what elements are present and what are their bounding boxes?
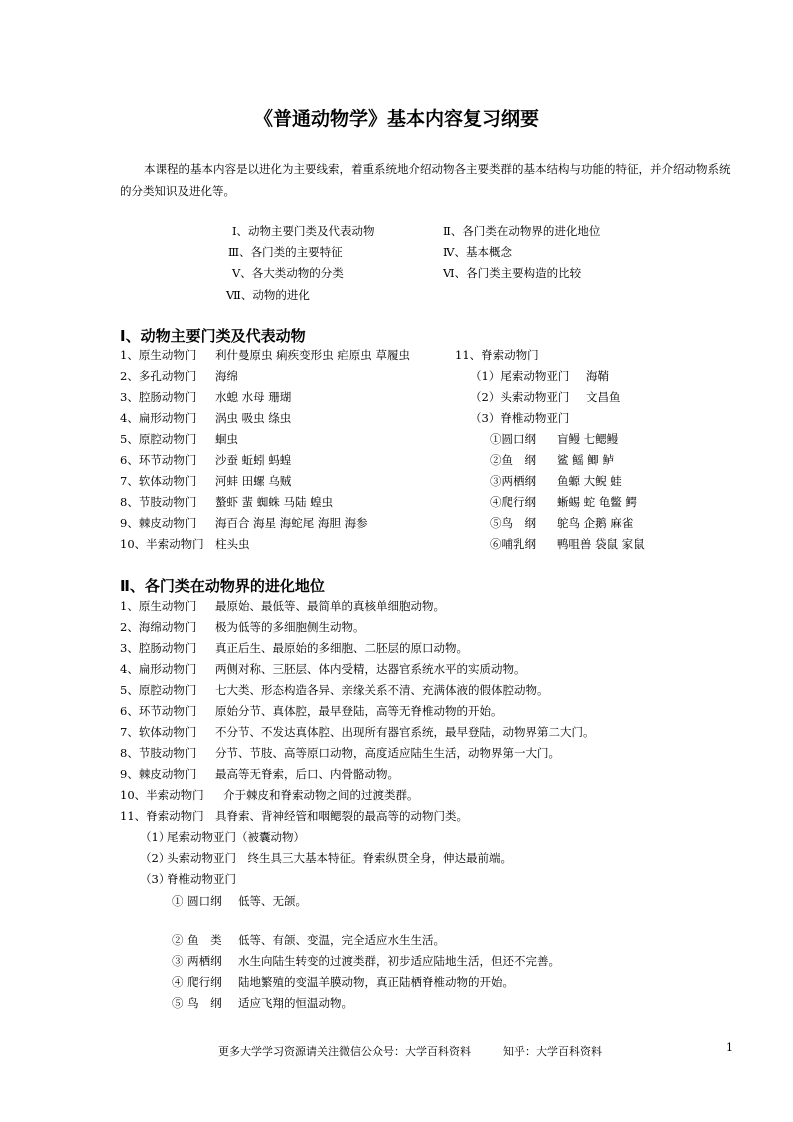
taxon-name: ⑤鸟 纲 [490, 516, 536, 530]
taxon-examples: 鲨 鳐 鲫 鲈 [557, 453, 614, 467]
subphylum-desc: 头索动物亚门 终生具三大基本特征。脊索纵贯全身，伸达最前端。 [167, 851, 512, 865]
phylum-desc: 最原始、最低等、最简单的真核单细胞动物。 [215, 599, 445, 613]
taxon-examples: 鱼螈 大鲵 蛙 [557, 474, 622, 488]
subphylum-desc: 尾索动物亚门（被囊动物） [167, 830, 305, 844]
taxon-name: ②鱼 纲 [490, 453, 536, 467]
phylum-name: 8、节肢动物门 [120, 495, 197, 509]
taxon-name: ①圆口纲 [490, 432, 536, 446]
phylum-name: 5、原腔动物门 [120, 683, 197, 697]
phylum-examples: 柱头虫 [215, 537, 250, 551]
toc-item: Ⅳ、基本概念 [443, 245, 512, 259]
class-name: ③ 两栖纲 [172, 954, 222, 968]
phylum-desc: 两侧对称、三胚层、体内受精，达器官系统水平的实质动物。 [215, 662, 526, 676]
phylum-name: 8、节肢动物门 [120, 746, 197, 760]
taxon-examples: 蜥蜴 蛇 龟鳖 鳄 [557, 495, 637, 509]
phylum-name: 6、环节动物门 [120, 453, 197, 467]
phylum-examples: 水螅 水母 珊瑚 [215, 390, 292, 404]
phylum-name: 6、环节动物门 [120, 704, 197, 718]
phylum-name: 2、海绵动物门 [120, 620, 197, 634]
class-name: ① 圆口纲 [172, 894, 222, 908]
class-desc: 陆地繁殖的变温羊膜动物，真正陆栖脊椎动物的开始。 [238, 975, 514, 989]
phylum-name: 10、半索动物门 [120, 788, 204, 802]
taxon-examples: 盲鳗 七鳃鳗 [557, 432, 619, 446]
taxon-examples: 海鞘 [586, 369, 609, 383]
taxon-name: ③两栖纲 [490, 474, 536, 488]
taxon-examples: 鸵鸟 企鹅 麻雀 [557, 516, 634, 530]
phylum-examples: 螯虾 蜚 蜘蛛 马陆 蝗虫 [215, 495, 334, 509]
phylum-desc: 极为低等的多细胞侧生动物。 [215, 620, 365, 634]
subphylum-number: （1） [140, 830, 171, 844]
taxon-name: （2）头索动物亚门 [470, 390, 570, 404]
phylum-name: 11、脊索动物门 [120, 809, 204, 823]
footer-wechat-text: 更多大学学习资源请关注微信公众号：大学百科资料 [218, 1045, 471, 1058]
taxon-name: 11、脊索动物门 [455, 348, 539, 362]
page-footer [218, 1043, 634, 1059]
page-number: 1 [726, 1041, 733, 1054]
phylum-examples: 海百合 海星 海蛇尾 海胆 海参 [215, 516, 368, 530]
toc-item: Ⅰ、动物主要门类及代表动物 [232, 224, 375, 238]
phylum-name: 1、原生动物门 [120, 599, 197, 613]
toc-item: Ⅴ、各大类动物的分类 [232, 266, 344, 280]
taxon-examples: 鸭咀兽 袋鼠 家鼠 [557, 537, 645, 551]
footer-zhihu-text: 知乎：大学百科资料 [503, 1045, 602, 1058]
class-desc: 适应飞翔的恒温动物。 [238, 996, 353, 1010]
phylum-name: 10、半索动物门 [120, 537, 204, 551]
phylum-desc: 真正后生、最原始的多细胞、二胚层的原口动物。 [215, 641, 468, 655]
taxon-name: ⑥哺乳纲 [490, 537, 536, 551]
class-name: ② 鱼 类 [172, 933, 222, 947]
phylum-desc: 原始分节、真体腔，最早登陆，高等无脊椎动物的开始。 [215, 704, 503, 718]
class-desc: 低等、有颌、变温，完全适应水生生活。 [238, 933, 445, 947]
phylum-name: 1、原生动物门 [120, 348, 197, 362]
phylum-examples: 沙蚕 蚯蚓 蚂蝗 [215, 453, 292, 467]
class-name: ⑤ 鸟 纲 [172, 996, 222, 1010]
phylum-desc: 不分节、不发达真体腔、出现所有器官系统，最早登陆，动物界第二大门。 [215, 725, 595, 739]
phylum-examples: 海绵 [215, 369, 238, 383]
phylum-name: 2、多孔动物门 [120, 369, 197, 383]
phylum-name: 4、扁形动物门 [120, 662, 197, 676]
phylum-name: 3、腔肠动物门 [120, 390, 197, 404]
toc-item: Ⅲ、各门类的主要特征 [228, 245, 343, 259]
phylum-examples: 河蚌 田螺 乌贼 [215, 474, 292, 488]
phylum-name: 4、扁形动物门 [120, 411, 197, 425]
toc-item: Ⅵ、各门类主要构造的比较 [443, 266, 582, 280]
taxon-examples: 文昌鱼 [586, 390, 621, 404]
phylum-desc: 介于棘皮和脊索动物之间的过渡类群。 [223, 788, 419, 802]
class-desc: 低等、无颌。 [238, 894, 307, 908]
phylum-name: 5、原腔动物门 [120, 432, 197, 446]
toc-item: Ⅱ、各门类在动物界的进化地位 [443, 224, 601, 238]
class-name: ④ 爬行纲 [172, 975, 222, 989]
phylum-desc: 七大类、形态构造各异、亲缘关系不清、充满体液的假体腔动物。 [215, 683, 549, 697]
phylum-desc: 具脊索、背神经管和咽鳃裂的最高等的动物门类。 [215, 809, 468, 823]
phylum-name: 9、棘皮动物门 [120, 767, 197, 781]
phylum-examples: 涡虫 吸虫 绦虫 [215, 411, 292, 425]
subphylum-desc: 脊椎动物亚门 [167, 872, 236, 886]
toc-item: Ⅶ、动物的进化 [226, 288, 310, 302]
phylum-name: 3、腔肠动物门 [120, 641, 197, 655]
taxon-name: （3）脊椎动物亚门 [470, 411, 570, 425]
taxon-name: ④爬行纲 [490, 495, 536, 509]
phylum-desc: 分节、节肢、高等原口动物，高度适应陆生生活，动物界第一大门。 [215, 746, 560, 760]
phylum-examples: 利什曼原虫 痢疾变形虫 疟原虫 草履虫 [215, 348, 410, 362]
phylum-name: 7、软体动物门 [120, 474, 197, 488]
section-heading: Ⅰ、动物主要门类及代表动物 [120, 327, 306, 345]
taxon-name: （1）尾索动物亚门 [470, 369, 570, 383]
phylum-examples: 蛔虫 [215, 432, 238, 446]
page-title: 《普通动物学》基本内容复习纲要 [253, 108, 539, 130]
subphylum-number: （2） [140, 851, 171, 865]
class-desc: 水生向陆生转变的过渡类群，初步适应陆地生活，但还不完善。 [238, 954, 560, 968]
subphylum-number: （3） [140, 872, 171, 886]
phylum-desc: 最高等无脊索，后口、内骨骼动物。 [215, 767, 399, 781]
phylum-name: 9、棘皮动物门 [120, 516, 197, 530]
intro-paragraph: 本课程的基本内容是以进化为主要线索，着重系统地介绍动物各主要类群的基本结构与功能的特征，并介绍动物系统的分类知识及进化等。 [120, 162, 731, 198]
phylum-name: 7、软体动物门 [120, 725, 197, 739]
section-heading: Ⅱ、各门类在动物界的进化地位 [120, 577, 325, 595]
